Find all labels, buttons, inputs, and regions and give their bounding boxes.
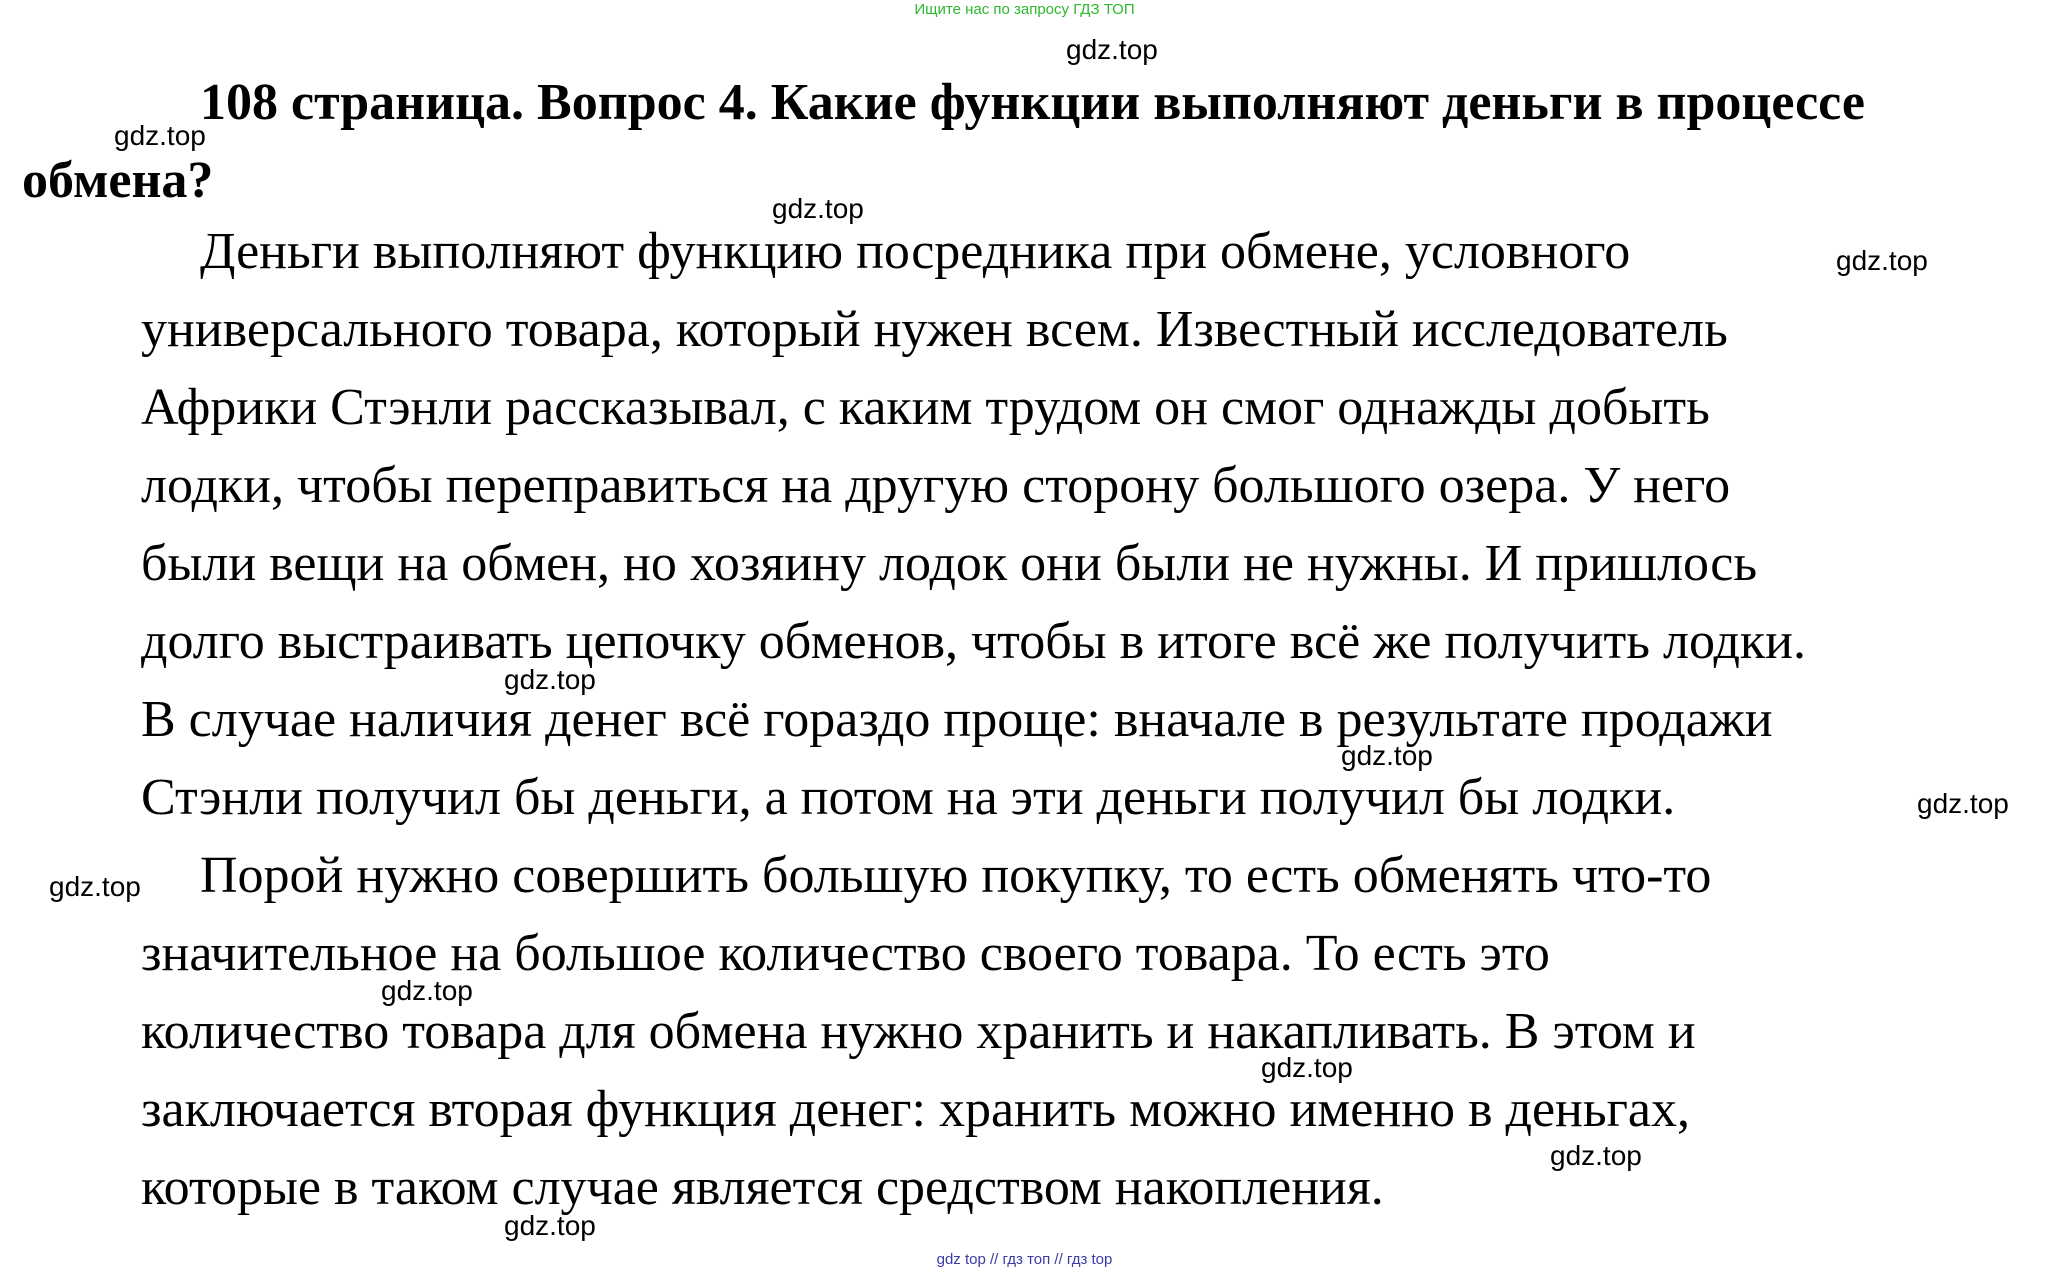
paragraph-line: были вещи на обмен, но хозяину лодок они были не нужны. И пришлось [141, 535, 1758, 592]
paragraph-line: универсального товара, который нужен всем. Известный исследователь [141, 301, 1728, 358]
page-title: 108 страница. Вопрос 4. Какие функции выполняют деньги в процессе обмена? [22, 74, 1865, 209]
watermark: gdz.top [381, 975, 473, 1006]
watermark: gdz.top [49, 871, 141, 902]
paragraph-line: заключается вторая функция денег: хранить можно именно в деньгах, [141, 1081, 1691, 1138]
paragraph-line: количество товара для обмена нужно хранить и накапливать. В этом и [141, 1003, 1696, 1060]
paragraph-line: Стэнли получил бы деньги, а потом на эти деньги получил бы лодки. [141, 769, 1676, 826]
paragraph-line: В случае наличия денег всё гораздо проще: вначале в результате продажи [141, 691, 1773, 748]
footer-links: gdz top // гдз топ // гдз top [936, 1251, 1113, 1268]
watermark: gdz.top [1261, 1052, 1353, 1083]
paragraph-line: Африки Стэнли рассказывал, с каким трудом он смог однажды добыть [141, 379, 1710, 436]
watermark: gdz.top [504, 1210, 596, 1241]
paragraph-line: Деньги выполняют функцию посредника при обмене, условного [200, 223, 1631, 280]
watermark: gdz.top [504, 664, 596, 695]
paragraph-line: лодки, чтобы переправиться на другую сторону большого озера. У него [141, 457, 1731, 514]
paragraph-line: долго выстраивать цепочку обменов, чтобы в итоге всё же получить лодки. [141, 613, 1806, 670]
watermark: gdz.top [1917, 788, 2009, 819]
watermark: gdz.top [772, 193, 864, 224]
watermark: gdz.top [1836, 245, 1928, 276]
paragraph-line: значительное на большое количество своего товара. То есть это [141, 925, 1550, 982]
watermark: gdz.top [1550, 1140, 1642, 1171]
top-banner: Ищите нас по запросу ГДЗ ТОП [914, 1, 1135, 18]
paragraph-line: которые в таком случае является средством накопления. [141, 1159, 1384, 1216]
watermark: gdz.top [1341, 740, 1433, 771]
watermark: gdz.top [114, 120, 206, 151]
watermark: gdz.top [1066, 34, 1158, 65]
paragraph-line: Порой нужно совершить большую покупку, то есть обменять что-то [200, 847, 1712, 904]
